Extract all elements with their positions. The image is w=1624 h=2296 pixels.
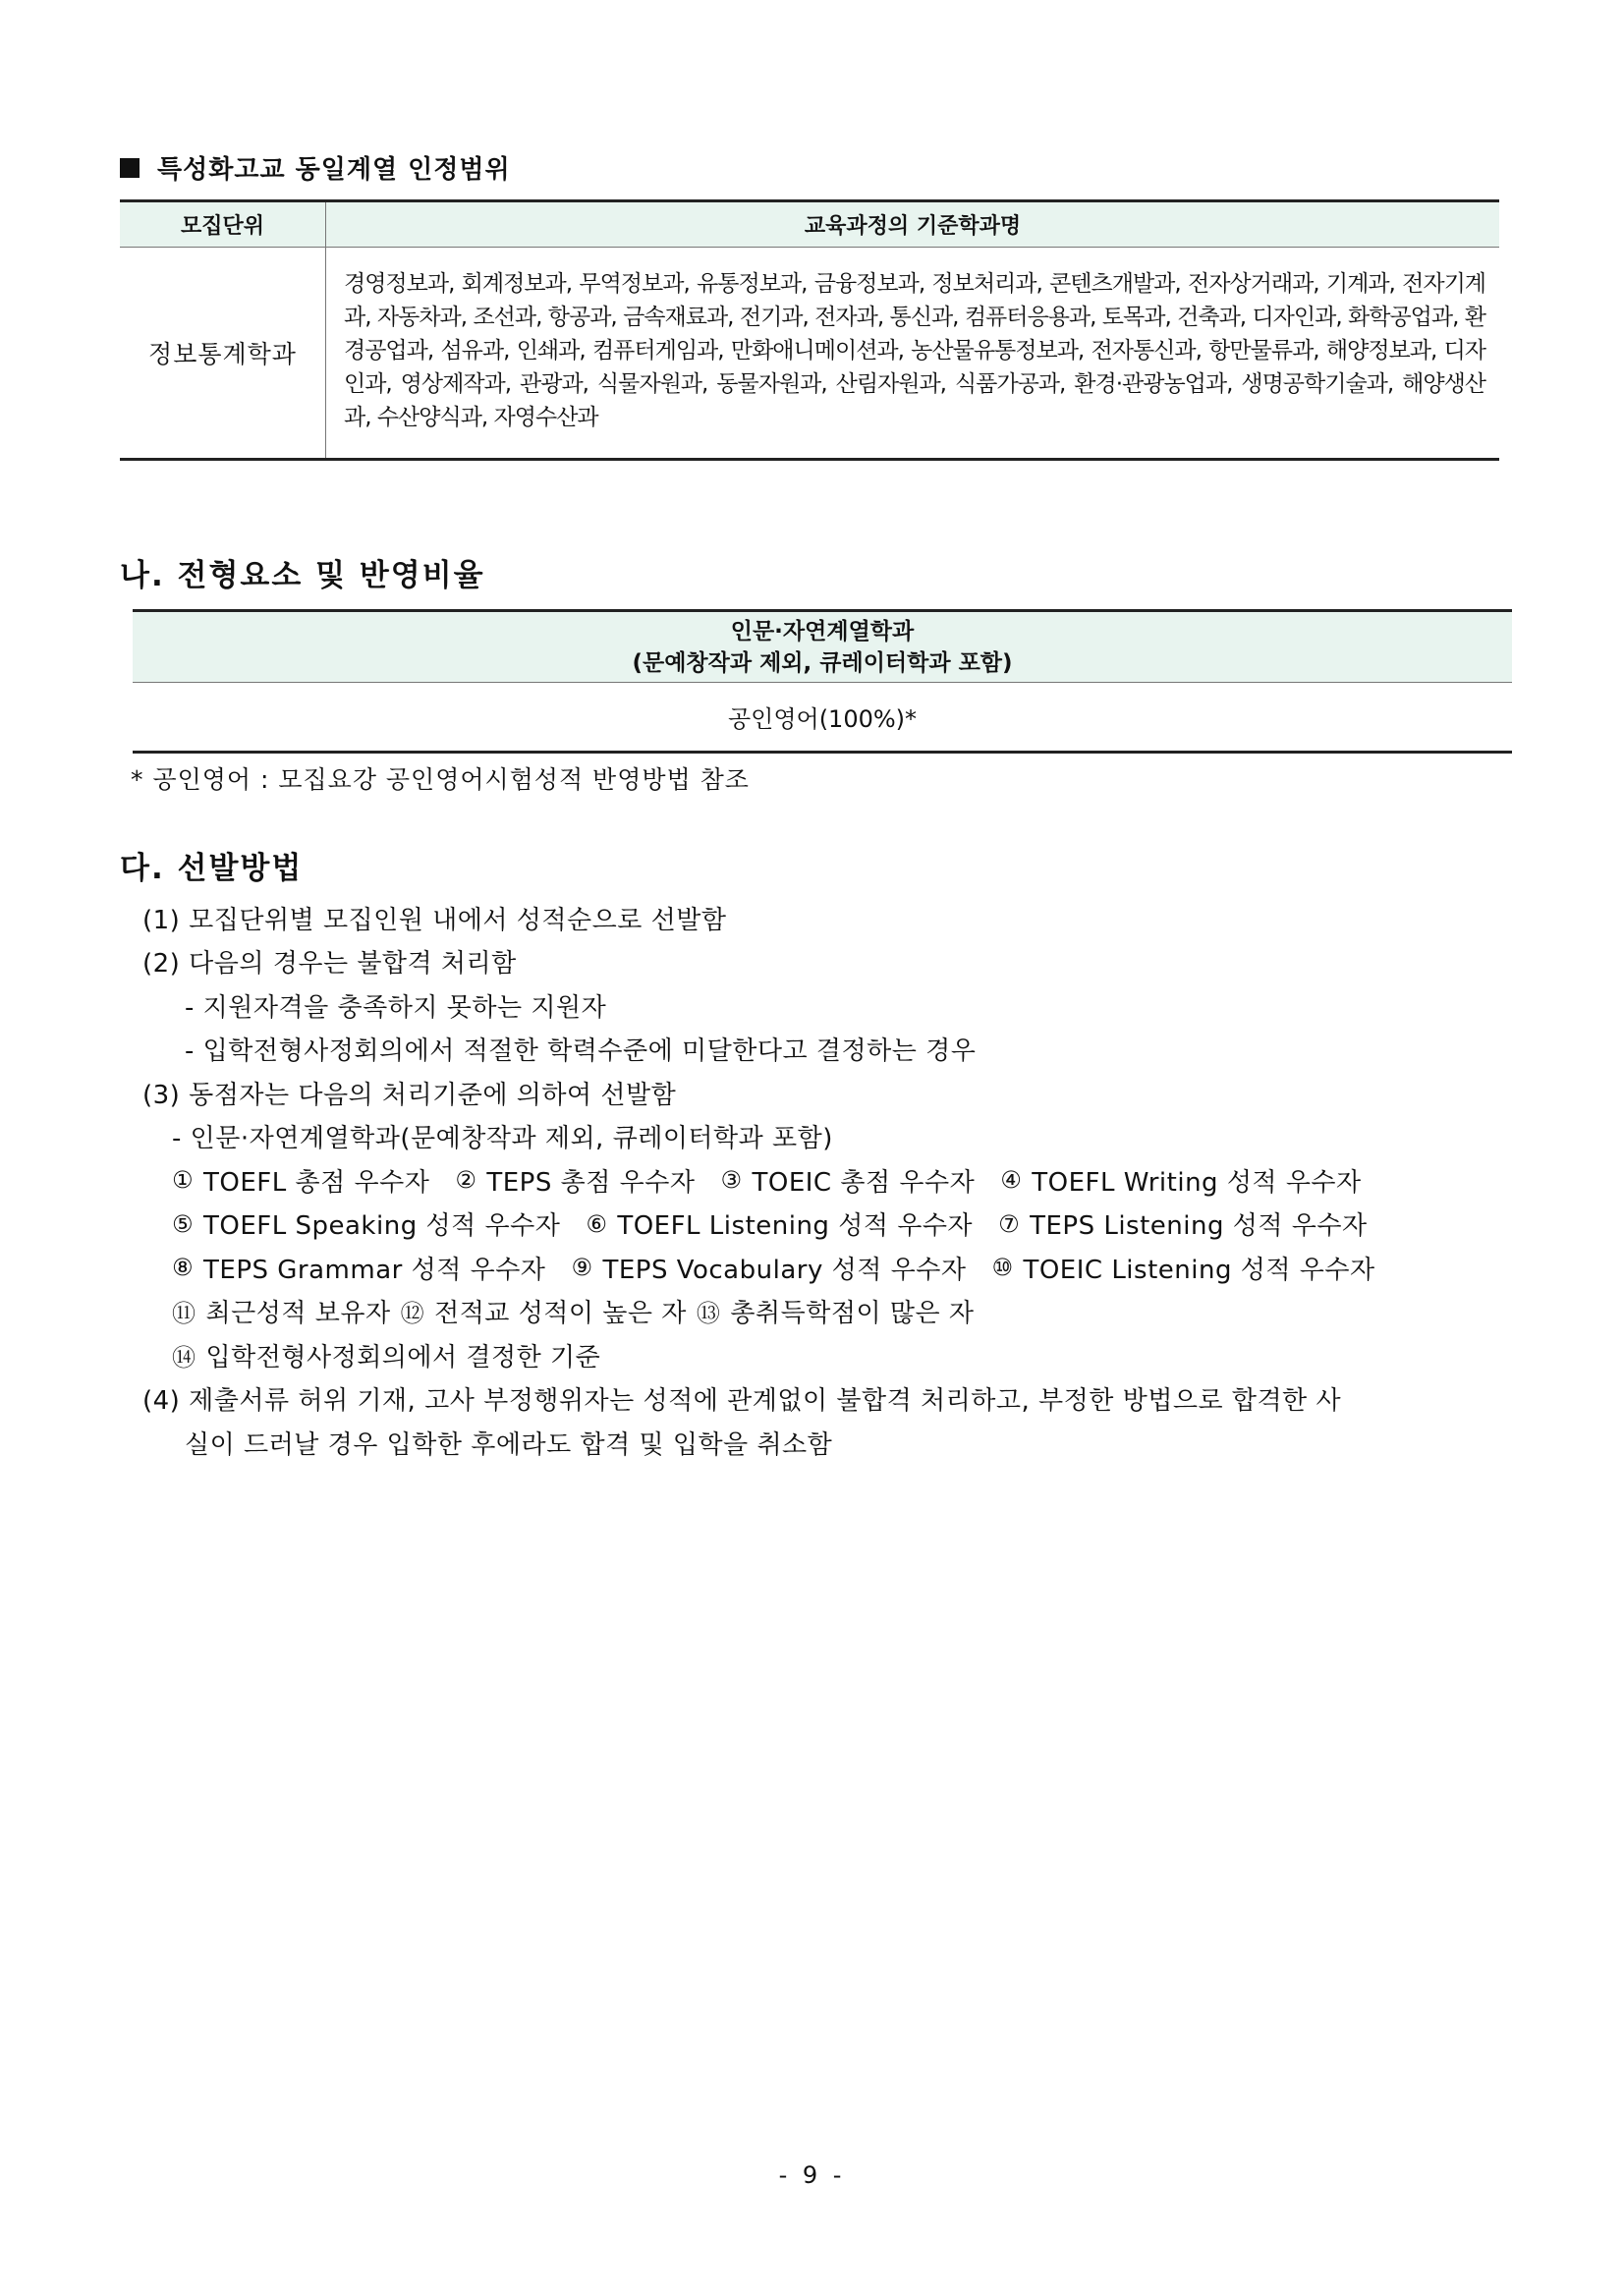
criteria-number: ① <box>172 1166 195 1195</box>
table-row <box>120 248 1499 458</box>
criteria-number: ② <box>455 1166 477 1195</box>
criteria-text: TOEIC 총점 우수자 <box>752 1167 976 1198</box>
criteria-number: ⑬ <box>696 1300 721 1328</box>
recognition-table <box>120 199 1499 461</box>
criteria-number: ⑫ <box>400 1300 425 1328</box>
criteria-text: 입학전형사정회의에서 결정한 기준 <box>205 1342 601 1372</box>
heading-selection-elements: 나. 전형요소 및 반영비율 <box>120 558 485 593</box>
section-heading-recognition <box>120 149 511 186</box>
criteria-number: ⑧ <box>172 1254 195 1282</box>
header-line-2: (문예창작과 제외, 큐레이터학과 포함) <box>632 649 1013 676</box>
header-recruit-unit: 모집단위 <box>120 202 326 247</box>
list-item-continuation: 실이 드러날 경우 입학한 후에라도 합격 및 입학을 취소함 <box>185 1429 833 1460</box>
criteria-number: ⑨ <box>571 1254 593 1282</box>
list-subitem: - 입학전형사정회의에서 적절한 학력수준에 미달한다고 결정하는 경우 <box>185 1036 977 1067</box>
english-note: * 공인영어 : 모집요강 공인영어시험성적 반영방법 참조 <box>131 765 750 794</box>
criteria-text: 총취득학점이 많은 자 <box>730 1299 975 1329</box>
ratio-table-value: 공인영어(100%)* <box>727 705 918 733</box>
criteria-text: TEPS Vocabulary 성적 우수자 <box>602 1255 967 1285</box>
list-item: (2) 다음의 경우는 불합격 처리함 <box>142 949 517 980</box>
criteria-line <box>142 1246 1518 1290</box>
black-square-icon <box>120 158 140 178</box>
ratio-table-header <box>133 612 1512 683</box>
table-header-row <box>120 202 1499 248</box>
criteria-text: TOEFL 총점 우수자 <box>203 1167 430 1198</box>
list-subitem: - 지원자격을 충족하지 못하는 지원자 <box>185 992 607 1023</box>
criteria-number: ④ <box>1000 1166 1023 1195</box>
header-line-1: 인문·자연계열학과 <box>730 618 915 644</box>
criteria-number: ⑤ <box>172 1209 195 1238</box>
header-standard-dept: 교육과정의 기준학과명 <box>804 214 1022 239</box>
criteria-text: 전적교 성적이 높은 자 <box>434 1299 687 1329</box>
section-heading-text: 특성화고교 동일계열 인정범위 <box>157 155 511 185</box>
criteria-number: ③ <box>720 1166 743 1195</box>
criteria-text: TOEIC Listening 성적 우수자 <box>1023 1255 1375 1285</box>
list-item: (4) 제출서류 허위 기재, 고사 부정행위자는 성적에 관계없이 불합격 처리하고, 부정한 방법으로 합격한 사 <box>142 1386 1342 1417</box>
selection-method-list <box>142 896 1518 1465</box>
page-number: - 9 - <box>778 2161 846 2189</box>
criteria-line <box>142 1203 1518 1247</box>
cell-unit: 정보통계학과 <box>120 248 326 458</box>
list-item: (3) 동점자는 다음의 처리기준에 의하여 선발함 <box>142 1080 677 1110</box>
criteria-text: TOEFL Listening 성적 우수자 <box>617 1211 974 1242</box>
cell-dept-list: 경영정보과, 회계정보과, 무역정보과, 유통정보과, 금융정보과, 정보처리과, 콘텐츠개발과, 전자상거래과, 기계과, 전자기계과, 자동차과, 조선과, 항공과, 금속재료과, 전기과, 전자과, 통신과, 컴퓨터응용과, 토목과, 건축과, 디자인과, 화학공업과, 환경공업과, 섬유과, 인쇄과, 컴퓨터게임과, 만화애니메이션과, 농산물유통정보과, 전자통신과, 항만물류과, 해양정보과, 디자인과, 영상제작과, 관광과, 식물자원과, 동물자원과, 산림자원과, 식품가공과, 환경·관광농업과, 생명공학기술과, 해양생산과, 수산양식과, 자영수산과 <box>344 271 1485 430</box>
criteria-text: TEPS 총점 우수자 <box>486 1167 696 1198</box>
criteria-text: TEPS Listening 성적 우수자 <box>1030 1211 1368 1242</box>
criteria-number: ⑦ <box>998 1209 1021 1238</box>
criteria-text: 최근성적 보유자 <box>205 1299 391 1329</box>
list-item: (1) 모집단위별 모집인원 내에서 성적순으로 선발함 <box>142 905 727 935</box>
criteria-number: ⑪ <box>172 1300 196 1328</box>
criteria-line <box>142 1158 1518 1203</box>
list-subitem: - 인문·자연계열학과(문예창작과 제외, 큐레이터학과 포함) <box>172 1124 833 1154</box>
criteria-number: ⑥ <box>586 1209 608 1238</box>
criteria-line <box>142 1333 1518 1377</box>
criteria-number: ⑩ <box>991 1254 1014 1282</box>
ratio-table <box>133 609 1512 754</box>
criteria-text: TEPS Grammar 성적 우수자 <box>203 1255 546 1285</box>
criteria-line <box>142 1290 1518 1334</box>
criteria-text: TOEFL Writing 성적 우수자 <box>1032 1167 1362 1198</box>
criteria-number: ⑭ <box>172 1343 196 1372</box>
criteria-text: TOEFL Speaking 성적 우수자 <box>203 1211 561 1242</box>
heading-selection-method: 다. 선발방법 <box>120 851 304 886</box>
